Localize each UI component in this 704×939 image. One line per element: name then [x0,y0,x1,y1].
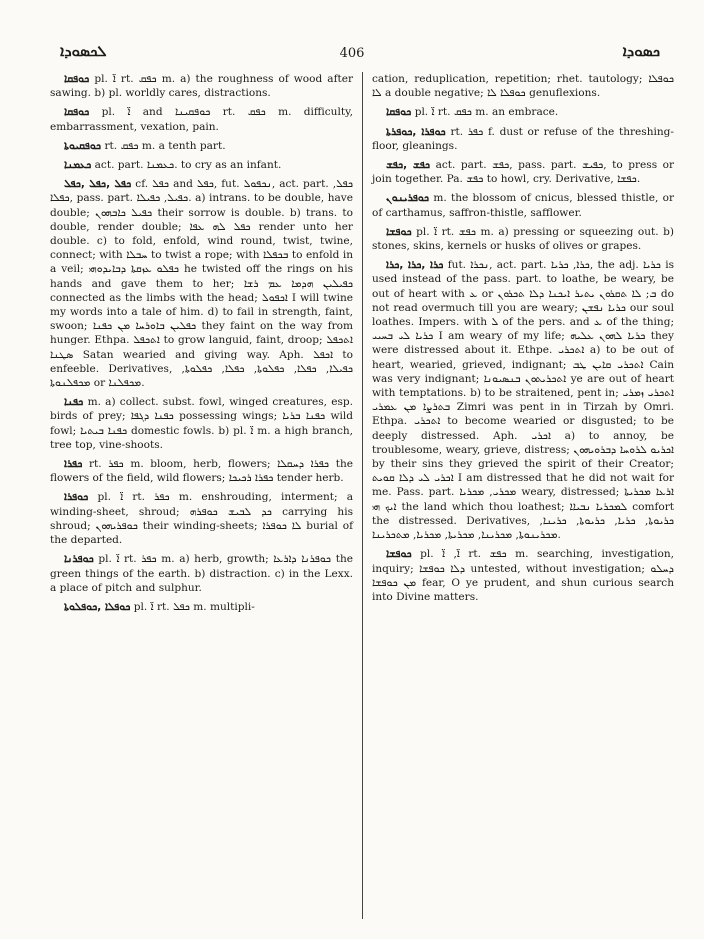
entry-definition: pl. ܐ̈, ܐ̈ rt. ܟܦܫ m. searching, investigation, inquiry; ܕܠܐ ܟܘܦܫܐ untested, without investigation; ܕܚܠܘ ܡܢ ܟܘܦܫܐ fear, O ye prudent, and shun curious search into Divine matters. [372,548,674,603]
running-head-left: ܠܟܣܘܕܐ [60,42,107,60]
dictionary-entry [372,105,674,119]
entry-headword: ܟܘܦܩܐ [64,106,90,119]
entry-definition: rt. ܟܦܩ m. a tenth part. [104,139,226,152]
dictionary-entry [372,191,674,219]
entry-definition: pl. ܐ̈ rt. ܟܦܪ m. a) herb, growth; ܟܘܦܪܢܐ ܕܐܪܥܐ the green things of the earth. b) distraction. c) in the Lexx. a place of pitch and sulphur. [50,553,353,594]
entry-headword: ܟܘܦܪܝܢܘܢ [386,192,430,205]
two-column-body [50,72,674,919]
entry-definition: cf. ܟܦܠ and ܟܦܠ, fut. ܢܟܦܘܠ, act. part. ܟܦܠ, ܟܦܠܐ, pass. part. ܟܦܝܠ, ܟܦܝܠܐ. a) intrans. to be double, have double; ܟܦܝܠ ܟܐܒܗܘܢ their sorrow is double. b) trans. to double, render double; ܟܦܠ ܠܗ ܥܦܐ render unto her double. c) to fold, enfold, wind round, twist, twine, connect; with ܚܒܠܐ to twist a rope; with ܒܟܦܠܐ to enfold in a veil; ܟܦܠܘ ܥܙܩܬܐ ܕܒܐܝܕܘܗܝ he twisted off the rings on his hands and gave them to her; ܟܦܝܠܝܢ ܗܕܡܐ ܥܡ ܪܫܐ connected as the limbs with the head; ܐܟܦܘܠ I will twine my words into a tale of him. d) to fail in strength, faint, swoon; ܟܦܠܝܢ ܒܐܘܪܚܐ ܡܢ ܟܦܢܐ they faint on the way from hunger. Ethpa. ܐܬܟܦܠ to grow languid, faint, droop; ܐܬܟܦܠ ܣܛܢܐ Satan wearied and giving way. Aph. ܐܟܦܠ to enfeeble. Derivatives, ܟܦܝܠܐ, ܟܦܠܐ, ܟܦܠܘܬܐ, ܟܦܠܐ, ܟܦܠܘܬܐ, ܡܟܦܠܢܘܬܐ or ܡܟܦܠܢܐ. [50,178,354,390]
right-column [362,72,674,919]
entry-definition: pl. ܐ̈ and ܟܘܦܩܝܢܐ rt. ܟܦܩ m. difficulty, embarrassment, vexation, pain. [50,106,353,133]
entry-headword: ܟܘܦܩܝܘܬܐ [64,139,102,152]
dictionary-entry [372,158,674,186]
entry-headword: ܟܘܦܪܐ [64,491,89,504]
running-header [30,40,674,62]
entry-headword: ܟܘܦܫܐ [386,548,412,561]
entry-headword: ܟܪܐ ,ܟܪܐ ,ܟܪܐ [386,259,444,272]
entry-definition: cation, reduplication, repetition; rhet. tautology; ܟܘܦܠܐ ܠܐ a double negative; ܟܘܦܠܐ ܠܐ genuflexions. [372,73,674,100]
left-column [50,72,362,919]
dictionary-entry [50,139,353,153]
page-number: 406 [339,46,365,61]
entry-definition: fut. ܢܟܪܐ, act. part. ܟܪܐ, ܟܪܝܐ, the adj. ܟܪܝܐ is used instead of the pass. part. to loathe, be weary, be out of heart with ܥ or ܒ; ܠܐ ܬܩܪܘܢ ܝܬܝܪ ܐܝܟܢܐ ܕܠܐ ܬܟܪܘܢ do not read overmuch till you are weary; ܟܪܝܐ ܢܦܫܢ our soul loathes. Impers. with ܠ of the pers. and ܥ of the thing; ܟܪܝܐ ܠܝ ܒܚܝܝ I am weary of my life; ܟܪܝܐ ܠܗܘܢ ܥܠܝܗ they were distressed about it. Ethpe. ܐܬܟܪܝ a) to be out of heart, wearied, grieved, indignant; ܐܬܟܪܝ ܩܐܝܢ ܛܒ Cain was very indignant; ܐܬܟܪܝܬܘܢ ܒܢܣܝܘܢܐ ye are out of heart with temptations. b) to be straitened, pent in; ܐܬܟܪܝ ܙܡܪܝ ܒܬܪܨܐ ܡܢ ܥܡܪܝ Zimri was pent in in Tirzah by Omri. Ethpa. ܐܬܟܪܝ to become wearied or disgusted; to be deeply distressed. Aph. ܐܟܪܝ a) to annoy, be troublesome, weary, grieve, distress; ܐܟܪܝܘ ܠܪܘܚܐ ܕܒܪܘܝܗܘܢ by their sins they grieved the spirit of their Creator; ܐܟܪܝ ܠܝ ܕܠܐ ܩܘܝܬ I am distressed that he did not wait for me. Pass. part. ܡܟܪܝ, ܡܟܪܝܐ weary, distressed; ܐܪܥܐ ܡܟܪܝܬܐ ܐܝܟ ܗܝ the land which thou loathest; ܠܡܟܪܝܐ ܢܒܝܐܐ comfort the distressed. Derivatives, ܟܪܝܘܬܐ, ܟܪܝܐ, ܟܪܝܘܬܐ, ܟܪܝܢܐ, ܡܟܪܝܢܘܬܐ, ܡܟܪܝܢܐ, ܡܟܪܝܬܐ, ܡܟܪܝܐ, ܡܬܟܪܝܢܐ. [372,259,674,542]
entry-headword: ܟܦܠ ,ܟܦܠ ,ܟܦܠ [64,178,132,191]
dictionary-entry [372,225,674,253]
dictionary-entry [50,457,353,485]
entry-definition: rt. ܟܦܪ m. bloom, herb, flowers; ܟܦܪܐ ܕܚܩܠܐ the flowers of the field, wild flowers; ܟܦܪܐ ܪܟܝܟܐ tender herb. [50,458,353,485]
entry-definition: pl. ܐ̈ rt. ܟܦܫ m. a) pressing or squeezing out. b) stones, skins, kernels or husks of olives or grapes. [372,225,674,253]
entry-definition: pl. ܐ̈ rt. ܟܦܩ m. a) the roughness of wood after sawing. b) pl. worldly cares, distractions. [50,73,354,100]
entry-definition: m. the blossom of cnicus, blessed thistle, or of carthamus, saffron-thistle, safflower. [372,192,674,219]
entry-headword: ܟܥܡܢܐ [64,159,92,172]
entry-definition: m. a) collect. subst. fowl, winged creatures, esp. birds of prey; ܟܦܢܐ ܕܓܦܐ possessing wings; ܟܦܢܐ ܒܪܝܐ wild fowl; ܟܦܢܐ ܒܝܬܝܐ domestic fowls. b) pl. ܐ̈ m. a high branch, tree top, vine-shoots. [50,396,354,451]
entry-headword: ܟܘܦܠܐ ,ܟܘܦܠܘܬܐ [64,600,131,613]
entry-headword: ܟܘܦܩܐ [386,106,412,119]
entry-headword: ܟܘܦܪܢܐ [64,553,94,566]
entry-headword: ܟܦܪܐ [64,458,83,471]
dictionary-entry [50,600,353,614]
running-head-right: ܟܣܘܕܐ [622,42,660,60]
entry-headword: ܟܘܦܪܐ ,ܟܘܦܪܬܐ [386,125,446,138]
dictionary-entry [372,547,674,604]
entry-headword: ܟܘܦܩܐ [64,73,90,85]
dictionary-entry [50,158,353,172]
entry-definition: pl. ܐ̈ rt. ܟܦܩ m. an embrace. [414,106,559,119]
dictionary-entry [50,105,353,133]
entry-definition: act. part. ܟܥܡܢܐ. to cry as an infant. [94,159,282,172]
entry-definition: pl. ܐ̈ rt. ܟܦܪ m. enshrouding, interment; a winding-sheet, shroud; ܟܕ ܠܒܝܫ ܟܘܦܪܗ carrying his shroud; ܟܘܦܪܝܗܘܢ their winding-sheets; ܠܐ ܟܘܦܪܐ burial of the departed. [50,491,353,547]
dictionary-entry [372,72,674,100]
entry-headword: ܟܘܦܫܐ [386,225,412,238]
dictionary-entry [50,72,353,100]
entry-headword: ܟܦܢܐ [64,396,84,409]
entry-definition: act. part. ܟܦܫ, pass. part. ܟܦܝܫ, to press or join together. Pa. ܟܦܫ to howl, cry. Derivative, ܟܦܫܐ. [372,159,674,186]
entry-definition: rt. ܟܦܪ f. dust or refuse of the threshing-floor, gleanings. [372,125,674,152]
entry-headword: ܟܦܫ ,ܟܦܫ [386,159,431,172]
dictionary-entry [372,125,674,153]
dictionary-entry [50,177,353,390]
dictionary-entry [50,552,353,595]
dictionary-entry [50,395,353,452]
dictionary-entry [50,490,353,547]
entry-definition: pl. ܐ̈ rt. ܟܦܠ m. multipli- [133,600,255,613]
dictionary-entry [372,258,674,542]
